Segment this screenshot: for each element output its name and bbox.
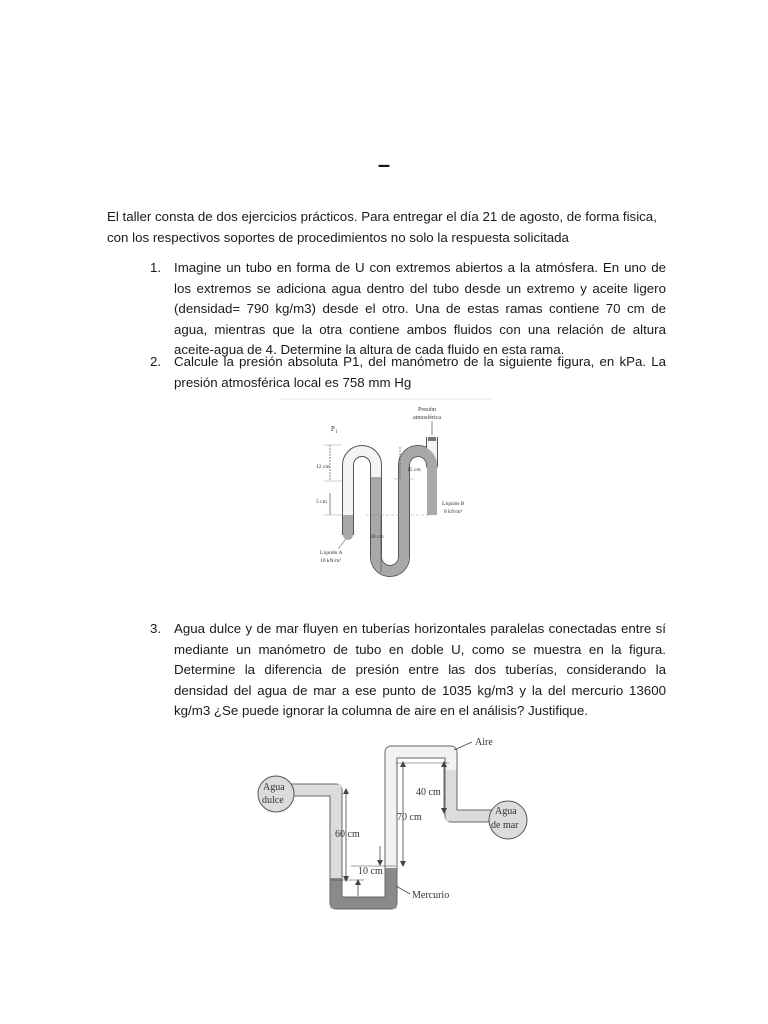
atm-label-1: Presión — [418, 407, 436, 413]
mercury-label: Mercurio — [412, 890, 450, 901]
sea-water-label-2: de mar — [491, 820, 519, 831]
sea-water-label-1: Agua — [495, 806, 517, 817]
dim-12-label: 12 cm — [316, 464, 330, 470]
liquid-a-name: Líquido A — [320, 550, 343, 556]
exercise-number: 3. — [150, 621, 162, 636]
air-label: Aire — [475, 737, 493, 748]
exercise-text: Agua dulce y de mar fluyen en tuberías horizontales paralelas conectadas entre sí mediante un manómetro de tubo en doble U, como se muestra en la figura. Determine la diferencia de presión entre las dos tuberías, considerando la densidad del agua de mar a ese punto de 1035 kg/m3 y la del mercurio 13600 kg/m3 ¿Se puede ignorar la columna de aire en el análisis? Justifique. — [174, 621, 666, 718]
dim-30-label: 30 cm — [370, 534, 384, 540]
exercise-text: Imagine un tubo en forma de U con extremos abiertos a la atmósfera. En uno de los extremos se adiciona agua dentro del tubo desde un extremo y aceite ligero (densidad= 790 kg/m3) desde el otro. Una de estas ramas contiene 70 cm de agua, mientras que la otra contiene ambos fluidos con una relación de altura aceite-agua de 4. Determine la altura de cada fluido en esta rama. — [174, 260, 666, 357]
dim-60-label: 60 cm — [335, 829, 360, 840]
dim-15-label: 15 cm — [407, 467, 421, 473]
double-u-manometer-figure — [246, 728, 536, 914]
fresh-water-label-1: Agua — [263, 782, 285, 793]
dim-70-label: 70 cm — [397, 812, 422, 823]
manometer-figure — [280, 397, 492, 583]
p1-label: $P_1$ — [331, 425, 338, 435]
dim-5-label: 5 cm — [316, 499, 327, 505]
fresh-water-label-2: dulce — [262, 795, 284, 806]
dim-40-label: 40 cm — [416, 787, 441, 798]
exercise-text: Calcule la presión absoluta P1, del manómetro de la siguiente figura, en kPa. La presión atmosférica local es 758 mm Hg — [174, 354, 666, 390]
exercise-number: 2. — [150, 354, 162, 369]
dim-10-label: 10 cm — [358, 866, 383, 877]
page-title: – — [377, 152, 391, 177]
liquid-b-value: 8 kN/m³ — [444, 509, 463, 515]
intro-paragraph: El taller consta de dos ejercicios prácticos. Para entregar el día 21 de agosto, de forma fisica, con los respectivos soportes de procedimientos no solo la respuesta solicitada — [107, 209, 657, 245]
exercise-number: 1. — [150, 260, 162, 275]
liquid-a-value: 10 kN/m³ — [320, 558, 342, 564]
atm-label-2: atmosférica — [413, 415, 441, 421]
liquid-b-name: Líquido B — [442, 501, 465, 507]
